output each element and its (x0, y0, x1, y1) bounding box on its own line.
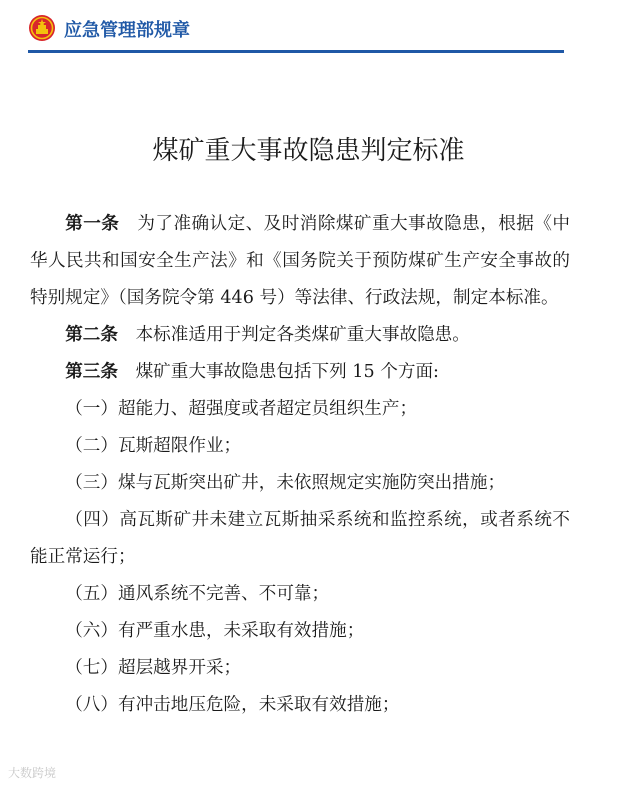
article-number: 第二条 (65, 325, 118, 345)
article-text: 本标准适用于判定各类煤矿重大事故隐患。 (135, 325, 470, 345)
article-text: 为了准确认定、及时消除煤矿重大事故隐患，根据《中华人民共和国安全生产法》和《国务院关于预防煤矿生产安全事故的特别规定》（国务院令第 446 号）等法律、行政法规，制定本标准。 (30, 214, 570, 308)
article-text: 煤矿重大事故隐患包括下列 15 个方面: (135, 362, 439, 382)
page-header (28, 12, 564, 58)
list-item: （八）有冲击地压危险，未采取有效措施； (65, 695, 400, 715)
list-item: （六）有严重水患，未采取有效措施； (65, 621, 365, 641)
article-3 (30, 354, 570, 391)
list-item: （二）瓦斯超限作业； (65, 436, 242, 456)
watermark (8, 764, 56, 781)
document-body (30, 206, 570, 724)
header-divider (28, 50, 564, 53)
list-item: （一）超能力、超强度或者超定员组织生产； (65, 399, 418, 419)
article-number: 第三条 (65, 362, 118, 382)
document-title: 煤矿重大事故隐患判定标准 (152, 136, 465, 166)
list-item: （五）通风系统不完善、不可靠； (65, 584, 330, 604)
list-item: （四）高瓦斯矿井未建立瓦斯抽采系统和监控系统，或者系统不能正常运行； (30, 510, 570, 567)
article-2 (30, 317, 570, 354)
article-1 (30, 206, 570, 317)
list-item: （三）煤与瓦斯突出矿井，未依照规定实施防突出措施； (65, 473, 506, 493)
watermark-text: 大数跨境 (8, 766, 57, 780)
article-number: 第一条 (65, 214, 120, 234)
list-item: （七）超层越界开采； (65, 658, 242, 678)
national-emblem-icon (28, 14, 56, 42)
header-title: 应急管理部规章 (64, 20, 190, 41)
